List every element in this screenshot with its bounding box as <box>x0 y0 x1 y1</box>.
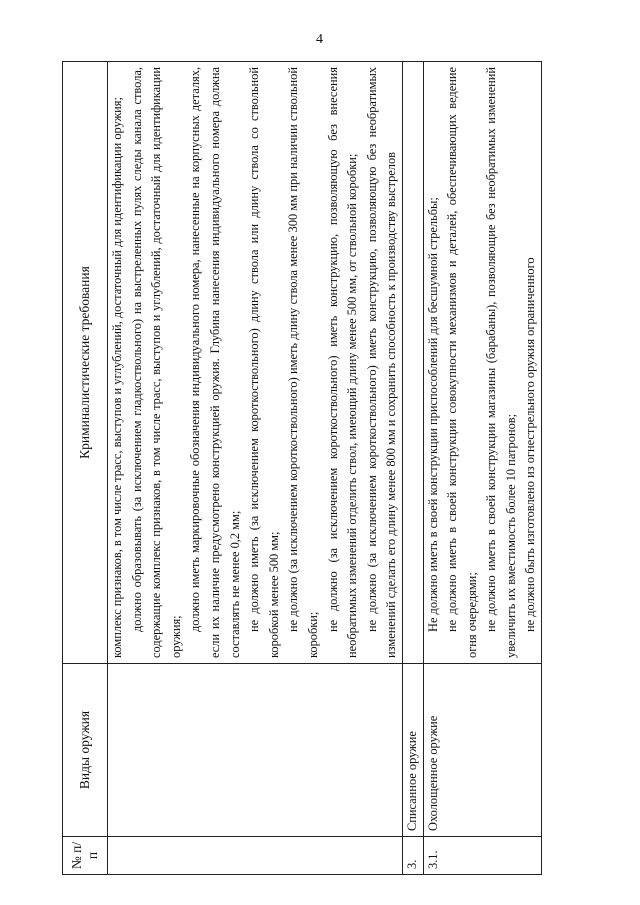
cell-requirements <box>108 62 403 664</box>
requirement-text: Не должно иметь в своей конструкции приспособлений для бесшумной стрельбы; <box>425 197 440 632</box>
requirement-text: должно иметь маркировочные обозначения индивидуального номера, нанесенные на корпусных деталях, если их наличие предусмотрено конструкцией оружия. Глубина нанесения индивидуального номера должна составлять не менее 0,2 мм; <box>188 67 242 658</box>
rotated-table-wrapper <box>62 62 572 875</box>
cell-number: 3. <box>402 837 423 875</box>
requirements-table <box>62 61 542 875</box>
header-requirements: Криминалистические требования <box>63 62 108 664</box>
header-weapon-kind: Виды оружия <box>63 664 108 837</box>
cell-number: 3.1. <box>423 837 542 875</box>
cell-weapon-kind <box>108 664 403 837</box>
requirement-text: не должно иметь в своей конструкции магазины (барабаны), позволяющие без необратимых изменений увеличить их вместимость более 10 патронов; <box>484 67 518 658</box>
requirement-text: не должно (за исключением короткоствольного) иметь конструкцию, позволяющую без необратимых изменений сделать его длину менее 800 мм и сохранить способность к производству выстрелов <box>364 67 399 658</box>
table-row-continuation <box>108 62 403 875</box>
table-row-section <box>402 62 423 875</box>
requirement-text: не должно иметь (за исключением короткоствольного) длину ствола или длину ствола со ствольной коробкой менее 500 мм; <box>247 67 281 658</box>
page-number: 4 <box>316 32 323 47</box>
cell-weapon-kind: Охолощенное оружие <box>423 664 542 837</box>
requirement-text: комплекс признаков, в том числе трасс, выступов и углублений, достаточный для идентификации оружия; <box>110 97 124 658</box>
cell-weapon-kind: Списанное оружие <box>402 664 423 837</box>
cell-number <box>108 837 403 875</box>
cell-requirements <box>402 62 423 664</box>
table-row-3-1 <box>423 62 542 875</box>
requirement-text: должно образовывать (за исключением гладкоствольного) на выстреленных пулях следы канала ствола, содержащие комплекс признаков, в том числе трасс, выступов и углублений, достаточный для идентификации оружия; <box>129 67 183 658</box>
cell-requirements <box>423 62 542 664</box>
table-header-row <box>63 62 108 875</box>
requirement-text: не должно иметь в своей конструкции совокупности механизмов и деталей, обеспечивающих ведение огня очередями; <box>445 67 479 658</box>
requirement-text: не должно (за исключением короткоствольного) иметь длину ствола менее 300 мм при наличии ствольной коробки; <box>286 67 320 658</box>
requirement-text: не должно (за исключением короткоствольного) иметь конструкцию, позволяющую без внесения необратимых изменений отделить ствол, имеющий длину менее 500 мм, от ствольной коробки; <box>325 67 360 658</box>
header-number: № п/п <box>63 837 108 875</box>
requirement-text: не должно быть изготовлено из огнестрельного оружия ограниченного <box>523 257 538 632</box>
